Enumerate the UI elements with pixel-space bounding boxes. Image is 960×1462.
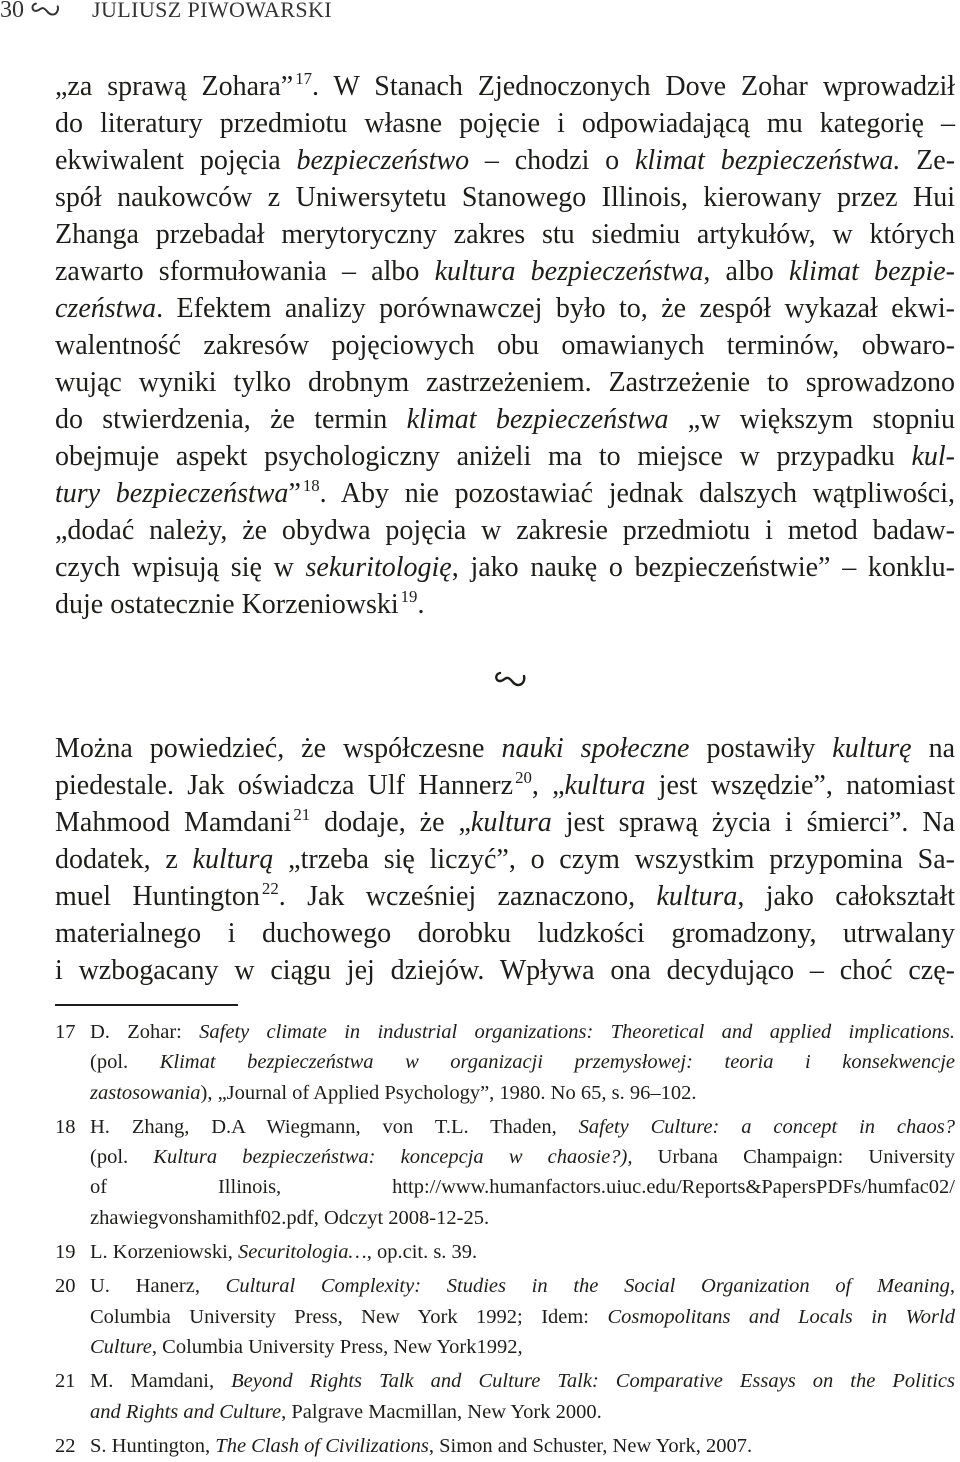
- italic-run: klimat bezpieczeństwa: [406, 403, 669, 435]
- text-run: . Efektem analizy porównawczej było to, że zespół wykazał ekwi-: [156, 292, 955, 324]
- italic-run: sekuritologię: [305, 551, 452, 583]
- body-line: [55, 586, 955, 623]
- swash-ornament-icon: [28, 0, 62, 20]
- text-run: H. Zhang, D.A Wiegmann, von T.L. Thaden,: [90, 1115, 579, 1138]
- text-run: „w większym stopniu: [668, 403, 956, 435]
- text-run: .: [417, 588, 425, 620]
- italic-run: Culture: [90, 1335, 152, 1358]
- body-line: [55, 364, 955, 401]
- text-run: . W Stanach Zjednoczonych Dove Zohar wprowadził: [311, 70, 956, 102]
- footnote-line: [90, 1172, 955, 1202]
- italic-run: bezpieczeństwo: [296, 144, 470, 176]
- running-head-author: JULIUSZ PIWOWARSKI: [92, 0, 333, 22]
- italic-run: kultura: [470, 806, 552, 838]
- italic-run: kul-: [911, 440, 955, 472]
- text-run: walentność zakresów pojęciowych obu omawianych terminów, obwaro-: [55, 329, 955, 361]
- page-number: 30: [0, 0, 24, 23]
- italic-run: Kultura bezpieczeństwa: koncepcja w chaosie?),: [153, 1146, 633, 1169]
- body-line: [55, 730, 955, 767]
- text-run: . Jak wcześniej zaznaczono,: [278, 880, 657, 912]
- text-run: – chodzi o: [469, 144, 635, 176]
- italic-run: zastosowania: [90, 1081, 201, 1104]
- footnote-ref: 20: [515, 768, 532, 788]
- text-run: duje ostatecznie Korzeniowski: [55, 588, 399, 620]
- body-line: [55, 475, 955, 512]
- text-run: dodaje, że „: [310, 806, 471, 838]
- body-line: [55, 767, 955, 804]
- italic-run: Securitologia…: [238, 1241, 367, 1264]
- italic-run: tury bezpieczeństwa: [55, 477, 289, 509]
- footnote-line: [90, 1332, 955, 1362]
- footnote-line: [90, 1366, 955, 1396]
- footnote-number: 19: [55, 1241, 76, 1264]
- body-line: [55, 804, 955, 841]
- italic-run: Safety climate in industrial organizations: Theoretical and applied implications.: [199, 1021, 955, 1043]
- body-line: [55, 105, 955, 142]
- text-run: , „: [531, 769, 565, 801]
- footnote-number: 20: [55, 1275, 76, 1298]
- text-run: muel Huntington: [55, 880, 260, 912]
- body-line: [55, 401, 955, 438]
- text-run: , Palgrave Macmillan, New York 2000.: [281, 1400, 602, 1423]
- body-paragraph: [55, 730, 955, 989]
- body-line: [55, 290, 955, 327]
- italic-run: czeństwa: [55, 292, 157, 324]
- footnote-ref: 17: [295, 69, 312, 89]
- text-run: , op.cit. s. 39.: [366, 1241, 478, 1264]
- body-line: [55, 878, 955, 915]
- footnote-line: [90, 1078, 955, 1108]
- text-run: postawiły: [689, 732, 833, 764]
- text-run: , albo: [703, 255, 789, 287]
- footnote: [55, 1366, 955, 1427]
- body-line: [55, 142, 955, 179]
- text-run: jest wszędzie”, natomiast: [645, 769, 955, 801]
- text-run: ,: [949, 1275, 955, 1298]
- text-run: Urbana Champaign: University: [632, 1146, 955, 1169]
- footnote-line: [90, 1047, 955, 1077]
- footnote-number: 18: [55, 1115, 76, 1138]
- text-run: ), „Journal of Applied Psychology”, 1980. No 65, s. 96–102.: [200, 1081, 697, 1104]
- body-line: [55, 438, 955, 475]
- text-run: Columbia University Press, New York 1992; Idem:: [90, 1305, 608, 1328]
- text-run: (pol.: [90, 1051, 160, 1074]
- text-run: S. Huntington,: [90, 1434, 216, 1457]
- text-run: piedestale. Jak oświadcza Ulf Hannerz: [55, 769, 514, 801]
- footnote: [55, 1017, 955, 1108]
- footnote: [55, 1431, 955, 1461]
- text-run: i wzbogacany w ciągu jej dziejów. Wpływa ona decydująco – choć czę-: [55, 954, 955, 986]
- body-line: [55, 179, 955, 216]
- footnote-number: 22: [55, 1434, 76, 1457]
- italic-run: kultura bezpieczeństwa: [434, 255, 704, 287]
- text-run: ”: [288, 477, 301, 509]
- footnote-number: 21: [55, 1370, 76, 1393]
- text-run: M. Mamdani,: [90, 1370, 232, 1393]
- body-line: [55, 952, 955, 989]
- text-run: L. Korzeniowski,: [90, 1241, 239, 1264]
- text-run: ekwiwalent pojęcia: [55, 144, 297, 176]
- text-run: Mahmood Mamdani: [55, 806, 292, 838]
- running-header: [0, 0, 960, 23]
- body-line: [55, 841, 955, 878]
- footnote-line: [90, 1142, 955, 1172]
- text-run: , jako całokształt: [737, 880, 956, 912]
- footnote-ref: 19: [400, 587, 418, 607]
- text-run: D. Zohar:: [90, 1021, 200, 1043]
- text-run: U. Hanerz,: [90, 1275, 226, 1298]
- footnote-line: [90, 1017, 955, 1047]
- italic-run: The Clash of Civilizations: [215, 1434, 429, 1457]
- body-paragraph: [55, 68, 955, 623]
- text-run: obejmuje aspekt psychologiczny aniżeli ma to miejsce w przypadku: [55, 440, 912, 472]
- footnote-line: [90, 1302, 955, 1332]
- footnote: [55, 1112, 955, 1233]
- text-run: do stwierdzenia, że termin: [55, 403, 407, 435]
- footnote-line: [90, 1112, 955, 1142]
- text-run: „trzeba się liczyć”, o czym wszystkim przypomina Sa-: [273, 843, 956, 875]
- body-line: [55, 253, 955, 290]
- text-run: , Simon and Schuster, New York, 2007.: [428, 1434, 753, 1457]
- text-run: materialnego i duchowego dorobku ludzkości gromadzony, utrwalany: [55, 917, 955, 949]
- text-run: czych wpisują się w: [55, 551, 306, 583]
- text-run: Zhanga przebadał merytoryczny zakres stu siedmiu artykułów, w których: [55, 218, 955, 250]
- footnote-line: [90, 1397, 955, 1427]
- italic-run: Cultural Complexity: Studies in the Social Organization of Meaning: [225, 1275, 950, 1298]
- text-run: spół naukowców z Uniwersytetu Stanowego Illinois, kierowany przez Hui: [55, 181, 955, 213]
- text-run: Można powiedzieć, że współczesne: [55, 732, 502, 764]
- italic-run: kultura: [656, 880, 738, 912]
- body-line: [55, 216, 955, 253]
- italic-run: kulturę: [832, 732, 912, 764]
- body-line: [55, 68, 955, 105]
- italic-run: Cosmopolitans and Locals in World: [607, 1305, 955, 1328]
- text-run: dodatek, z: [55, 843, 193, 875]
- italic-run: klimat bezpieczeństwa.: [634, 144, 901, 176]
- footnote-separator: [55, 1004, 238, 1006]
- italic-run: Safety Culture: a concept in chaos?: [578, 1115, 955, 1138]
- body-line: [55, 512, 955, 549]
- footnotes: [55, 1017, 955, 1462]
- italic-run: nauki społeczne: [501, 732, 690, 764]
- text-run: na: [911, 732, 955, 764]
- footnote-ref: 18: [302, 476, 320, 496]
- body-line: [55, 549, 955, 586]
- text-run: jest sprawą życia i śmierci”. Na: [551, 806, 956, 838]
- italic-run: klimat bezpie-: [788, 255, 955, 287]
- text-run: zhawiegvonshamithf02.pdf, Odczyt 2008-12-25.: [90, 1206, 490, 1229]
- footnote-number: 17: [55, 1021, 76, 1043]
- italic-run: Klimat bezpieczeństwa w organizacji przemysłowej: teoria i konsekwencje: [159, 1051, 955, 1074]
- footnote-line: [90, 1203, 955, 1233]
- body-line: [55, 915, 955, 952]
- footnote-line: [90, 1431, 955, 1461]
- text-run: „za sprawą Zohara”: [55, 70, 294, 102]
- text-run: , jako naukę o bezpieczeństwie” – konklu-: [451, 551, 955, 583]
- italic-run: Beyond Rights Talk and Culture Talk: Comparative Essays on the Politics: [231, 1370, 955, 1393]
- text-run: do literatury przedmiotu własne pojęcie i odpowiadającą mu kategorię –: [55, 107, 955, 139]
- italic-run: kulturą: [192, 843, 274, 875]
- swash-ornament-icon: [493, 668, 527, 692]
- text-run: of Illinois, http://www.humanfactors.uiuc.edu/Reports&PapersPDFs/humfac02/: [90, 1176, 955, 1199]
- footnote-line: [90, 1271, 955, 1301]
- body-line: [55, 327, 955, 364]
- footnote-ref: 21: [293, 805, 311, 825]
- text-run: . Aby nie pozostawiać jednak dalszych wątpliwości,: [319, 477, 955, 509]
- footnote-line: [90, 1237, 955, 1267]
- italic-run: and Rights and Culture: [90, 1400, 282, 1423]
- text-run: Ze-: [900, 144, 956, 176]
- footnote: [55, 1237, 955, 1267]
- text-run: , Columbia University Press, New York1992,: [151, 1335, 523, 1358]
- text-run: „dodać należy, że obydwa pojęcia w zakresie przedmiotu i metod badaw-: [55, 514, 955, 546]
- italic-run: kultura: [564, 769, 646, 801]
- text-run: zawarto sformułowania – albo: [55, 255, 435, 287]
- text-run: wując wyniki tylko drobnym zastrzeżeniem. Zastrzeżenie to sprowadzono: [55, 366, 955, 398]
- text-run: (pol.: [90, 1146, 154, 1169]
- footnote: [55, 1271, 955, 1362]
- footnote-ref: 22: [261, 879, 279, 899]
